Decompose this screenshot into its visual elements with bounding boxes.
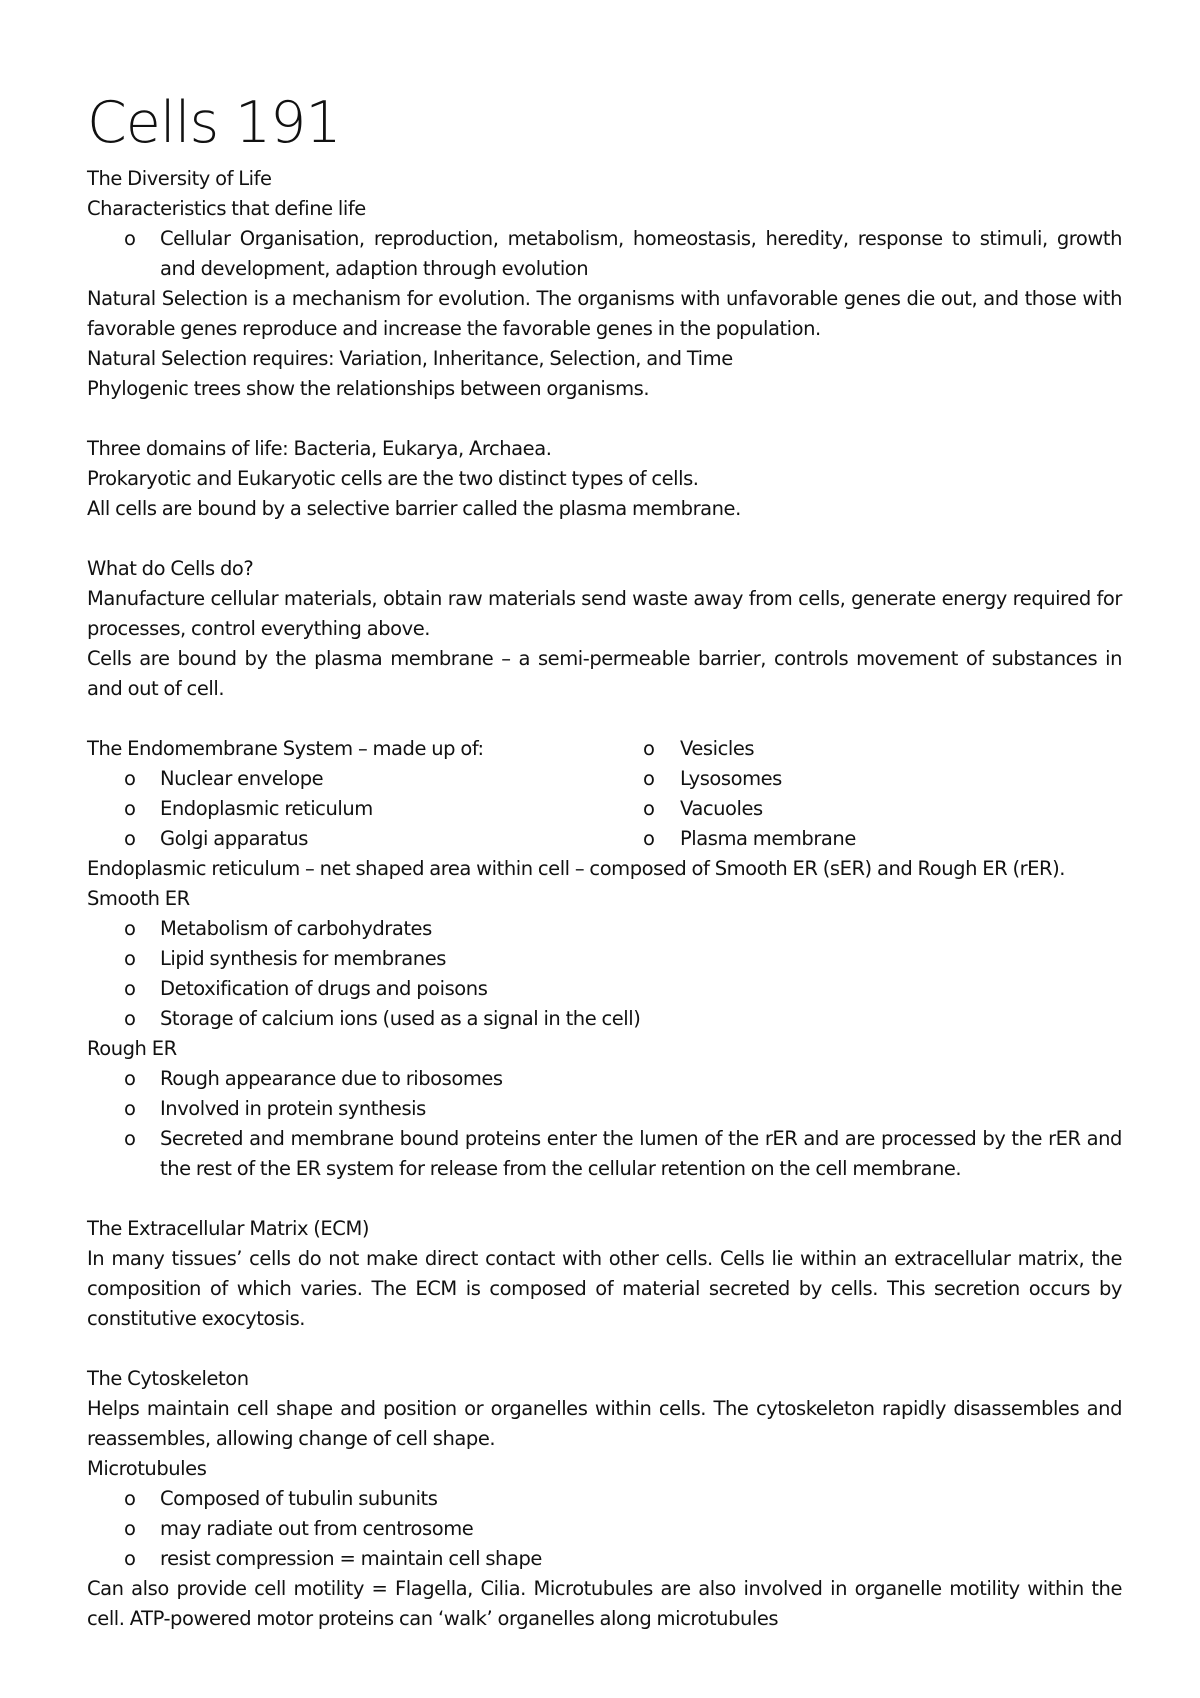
list-item bbox=[87, 1544, 1122, 1574]
section-heading-cytoskeleton: The Cytoskeleton bbox=[87, 1367, 249, 1390]
bullet-marker: o bbox=[124, 917, 136, 940]
list-item bbox=[643, 824, 1113, 854]
list-item-text: Nuclear envelope bbox=[160, 767, 324, 790]
phylogenic-trees-line: Phylogenic trees show the relationships between organisms. bbox=[87, 377, 650, 400]
list-item bbox=[87, 824, 647, 854]
section-heading-microtubules: Microtubules bbox=[87, 1457, 207, 1480]
list-item bbox=[87, 764, 647, 794]
list-item-text: Plasma membrane bbox=[680, 827, 856, 850]
bullet-marker: o bbox=[124, 767, 136, 790]
section-heading-rough-er: Rough ER bbox=[87, 1037, 177, 1060]
section-heading-ecm: The Extracellular Matrix (ECM) bbox=[87, 1217, 370, 1240]
endomembrane-two-column-list bbox=[87, 734, 1122, 854]
list-item bbox=[87, 1094, 1122, 1124]
manufacture-paragraph: Manufacture cellular materials, obtain raw materials send waste away from cells, generate energy required for processes, control everything above. bbox=[87, 587, 1122, 640]
three-domains-line: Three domains of life: Bacteria, Eukarya, Archaea. bbox=[87, 437, 552, 460]
bullet-marker: o bbox=[124, 1127, 136, 1150]
list-item-text: may radiate out from centrosome bbox=[160, 1517, 474, 1540]
list-item bbox=[643, 764, 1113, 794]
section-heading-smooth-er: Smooth ER bbox=[87, 887, 190, 910]
list-item-text: Secreted and membrane bound proteins enter the lumen of the rER and are processed by the rER and the rest of the ER system for release from the cellular retention on the cell membrane. bbox=[160, 1127, 1122, 1180]
list-item bbox=[643, 734, 1113, 764]
list-item bbox=[87, 1514, 1122, 1544]
list-item bbox=[87, 944, 1122, 974]
list-item-text: resist compression = maintain cell shape bbox=[160, 1547, 542, 1570]
list-item bbox=[87, 1484, 1122, 1514]
list-item bbox=[87, 794, 647, 824]
section-heading-endomembrane: The Endomembrane System – made up of: bbox=[87, 737, 484, 760]
list-item-text: Lipid synthesis for membranes bbox=[160, 947, 446, 970]
bullet-marker: o bbox=[643, 827, 655, 850]
page-title: Cells 191 bbox=[87, 90, 341, 156]
list-item-text: Composed of tubulin subunits bbox=[160, 1487, 438, 1510]
bullet-marker: o bbox=[124, 1517, 136, 1540]
bullet-marker: o bbox=[643, 797, 655, 820]
bullet-marker: o bbox=[124, 947, 136, 970]
bullet-marker: o bbox=[124, 827, 136, 850]
list-item-text: Golgi apparatus bbox=[160, 827, 308, 850]
bullet-marker: o bbox=[124, 1487, 136, 1510]
list-item bbox=[87, 914, 1122, 944]
ecm-paragraph: In many tissues’ cells do not make direct contact with other cells. Cells lie within an extracellular matrix, the composition of which varies. The ECM is composed of material secreted by cells. This secretion occurs by constitutive exocytosis. bbox=[87, 1247, 1122, 1330]
list-item bbox=[87, 1004, 1122, 1034]
list-item bbox=[87, 224, 1122, 284]
bullet-marker: o bbox=[124, 1007, 136, 1030]
bullet-marker: o bbox=[124, 1547, 136, 1570]
section-heading-diversity: The Diversity of Life bbox=[87, 167, 272, 190]
bullet-marker: o bbox=[124, 977, 136, 1000]
bullet-marker: o bbox=[643, 737, 655, 760]
natural-selection-paragraph: Natural Selection is a mechanism for evolution. The organisms with unfavorable genes die out, and those with favorable genes reproduce and increase the favorable genes in the population. bbox=[87, 287, 1122, 340]
bullet-marker: o bbox=[643, 767, 655, 790]
list-item-text: Rough appearance due to ribosomes bbox=[160, 1067, 503, 1090]
list-item-text: Vacuoles bbox=[680, 797, 763, 820]
cytoskeleton-paragraph: Helps maintain cell shape and position or organelles within cells. The cytoskeleton rapidly disassembles and reassembles, allowing change of cell shape. bbox=[87, 1397, 1122, 1450]
list-item bbox=[87, 1124, 1122, 1184]
list-item-text: Storage of calcium ions (used as a signal in the cell) bbox=[160, 1007, 641, 1030]
er-description-line: Endoplasmic reticulum – net shaped area within cell – composed of Smooth ER (sER) and Rough ER (rER). bbox=[87, 857, 1066, 880]
list-item bbox=[87, 1064, 1122, 1094]
bullet-marker: o bbox=[124, 1067, 136, 1090]
characteristics-label: Characteristics that define life bbox=[87, 197, 366, 220]
motility-paragraph: Can also provide cell motility = Flagella, Cilia. Microtubules are also involved in organelle motility within the cell. ATP-powered motor proteins can ‘walk’ organelles along microtubules bbox=[87, 1577, 1122, 1630]
cell-types-line: Prokaryotic and Eukaryotic cells are the two distinct types of cells. bbox=[87, 467, 699, 490]
list-item-text: Detoxification of drugs and poisons bbox=[160, 977, 488, 1000]
list-item-text: Vesicles bbox=[680, 737, 755, 760]
list-item bbox=[87, 974, 1122, 1004]
natural-selection-requires: Natural Selection requires: Variation, Inheritance, Selection, and Time bbox=[87, 347, 733, 370]
list-item-text: Lysosomes bbox=[680, 767, 782, 790]
document-page bbox=[87, 84, 1122, 1634]
list-item-text: Cellular Organisation, reproduction, metabolism, homeostasis, heredity, response to stimuli, growth and development, adaption through evolution bbox=[160, 227, 1122, 280]
section-heading-cells-do: What do Cells do? bbox=[87, 557, 254, 580]
membrane-paragraph: Cells are bound by the plasma membrane – a semi-permeable barrier, controls movement of substances in and out of cell. bbox=[87, 647, 1122, 700]
bullet-marker: o bbox=[124, 797, 136, 820]
list-item-text: Involved in protein synthesis bbox=[160, 1097, 426, 1120]
list-item-text: Endoplasmic reticulum bbox=[160, 797, 373, 820]
plasma-barrier-line: All cells are bound by a selective barrier called the plasma membrane. bbox=[87, 497, 741, 520]
list-item-text: Metabolism of carbohydrates bbox=[160, 917, 432, 940]
bullet-marker: o bbox=[124, 227, 136, 250]
list-item bbox=[643, 794, 1113, 824]
bullet-marker: o bbox=[124, 1097, 136, 1120]
